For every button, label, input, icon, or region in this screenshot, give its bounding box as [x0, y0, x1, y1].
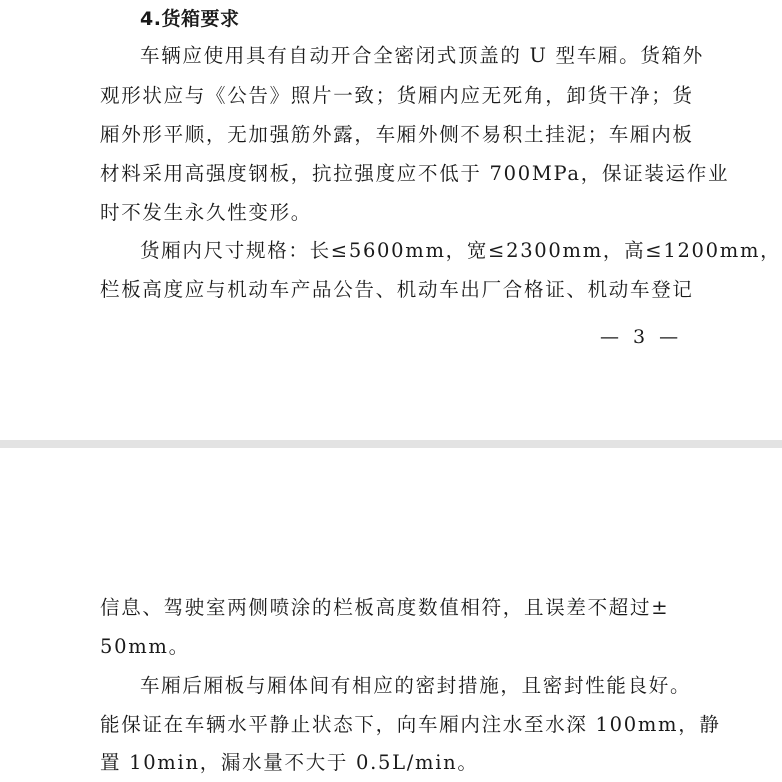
paragraph-line: 厢外形平顺，无加强筋外露，车厢外侧不易积土挂泥；车厢内板	[100, 123, 694, 146]
paragraph-line: 车辆应使用具有自动开合全密闭式顶盖的 U 型车厢。货箱外	[140, 44, 704, 67]
section-heading: 4.货箱要求	[140, 8, 240, 30]
paragraph-line: 观形状应与《公告》照片一致；货厢内应无死角，卸货干净；货	[100, 84, 694, 107]
paragraph-line: 能保证在车辆水平静止状态下，向车厢内注水至水深 100mm，静	[100, 713, 721, 736]
page-number: — 3 —	[600, 326, 683, 348]
paragraph-line: 货厢内尺寸规格：长≤5600mm，宽≤2300mm，高≤1200mm，	[140, 239, 782, 262]
paragraph-line: 信息、驾驶室两侧喷涂的栏板高度数值相符，且误差不超过±	[100, 596, 670, 619]
page-separator	[0, 440, 782, 448]
paragraph-line: 车厢后厢板与厢体间有相应的密封措施，且密封性能良好。	[140, 674, 692, 697]
paragraph-line: 材料采用高强度钢板，抗拉强度应不低于 700MPa，保证装运作业	[100, 162, 730, 185]
document-page-4	[0, 448, 782, 782]
paragraph-line: 时不发生永久性变形。	[100, 201, 313, 224]
paragraph-line: 50mm。	[100, 635, 190, 658]
paragraph-line: 栏板高度应与机动车产品公告、机动车出厂合格证、机动车登记	[100, 278, 694, 301]
paragraph-line: 置 10min，漏水量不大于 0.5L/min。	[100, 751, 479, 774]
